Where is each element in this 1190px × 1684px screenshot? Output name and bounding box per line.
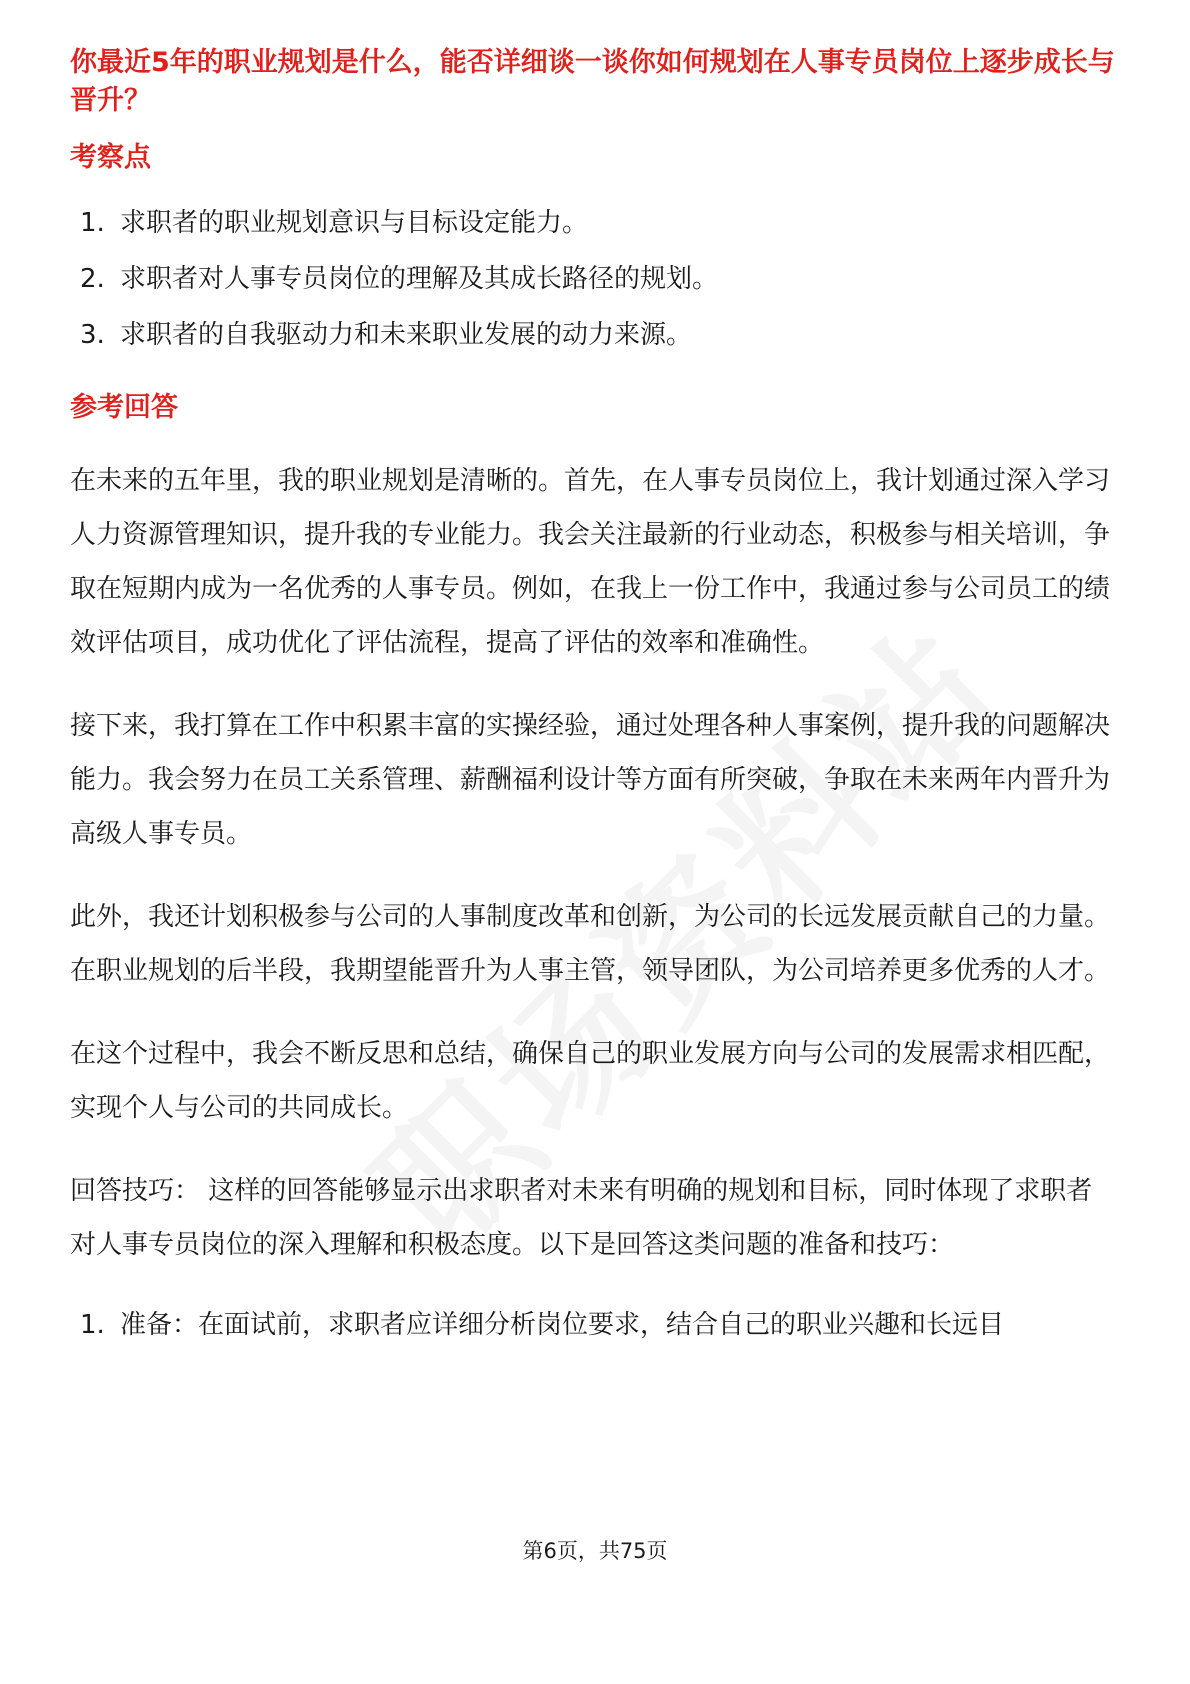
section-title-reference-answer: 参考回答: [70, 392, 178, 423]
list-item-number: 3.: [80, 320, 105, 350]
list-item: [70, 307, 1115, 363]
list-item: [70, 251, 1115, 307]
answer-paragraph: 在未来的五年里，我的职业规划是清晰的。首先，在人事专员岗位上，我计划通过深入学习人力资源管理知识，提升我的专业能力。我会关注最新的行业动态，积极参与相关培训，争取在短期内成为一名优秀的人事专员。例如，在我上一份工作中，我通过参与公司员工的绩效评估项目，成功优化了评估流程，提高了评估的效率和准确性。: [70, 466, 1111, 658]
answer-paragraph: 接下来，我打算在工作中积累丰富的实操经验，通过处理各种人事案例，提升我的问题解决能力。我会努力在员工关系管理、薪酬福利设计等方面有所突破，争取在未来两年内晋升为高级人事专员。: [70, 711, 1111, 849]
page-number-footer: 第6页，共75页: [522, 1539, 668, 1563]
list-item-text: 求职者的职业规划意识与目标设定能力。: [120, 208, 589, 238]
tips-list: [70, 1298, 1115, 1352]
list-item-number: 2.: [80, 264, 105, 294]
list-item-text: 求职者的自我驱动力和未来职业发展的动力来源。: [120, 320, 693, 350]
answer-paragraph: 在这个过程中，我会不断反思和总结，确保自己的职业发展方向与公司的发展需求相匹配，实现个人与公司的共同成长。: [70, 1039, 1111, 1123]
answer-tips-paragraph: 回答技巧： 这样的回答能够显示出求职者对未来有明确的规划和目标，同时体现了求职者对人事专员岗位的深入理解和积极态度。以下是回答这类问题的准备和技巧：: [70, 1176, 1093, 1260]
section-title-assessment-points: 考察点: [70, 142, 151, 173]
assessment-points-list: [70, 195, 1115, 363]
list-item: [70, 1298, 1115, 1352]
list-item-text: 准备：在面试前，求职者应详细分析岗位要求，结合自己的职业兴趣和长远目: [120, 1310, 1005, 1340]
list-item: [70, 195, 1115, 251]
question-heading: 你最近5年的职业规划是什么，能否详细谈一谈你如何规划在人事专员岗位上逐步成长与晋升？: [70, 47, 1115, 116]
list-item-number: 1.: [80, 1310, 105, 1340]
list-item-text: 求职者对人事专员岗位的理解及其成长路径的规划。: [120, 264, 719, 294]
page-content: [70, 44, 1115, 1352]
list-item-number: 1.: [80, 208, 105, 238]
answer-paragraph: 此外，我还计划积极参与公司的人事制度改革和创新，为公司的长远发展贡献自己的力量。在职业规划的后半段，我期望能晋升为人事主管，领导团队，为公司培养更多优秀的人才。: [70, 902, 1111, 986]
